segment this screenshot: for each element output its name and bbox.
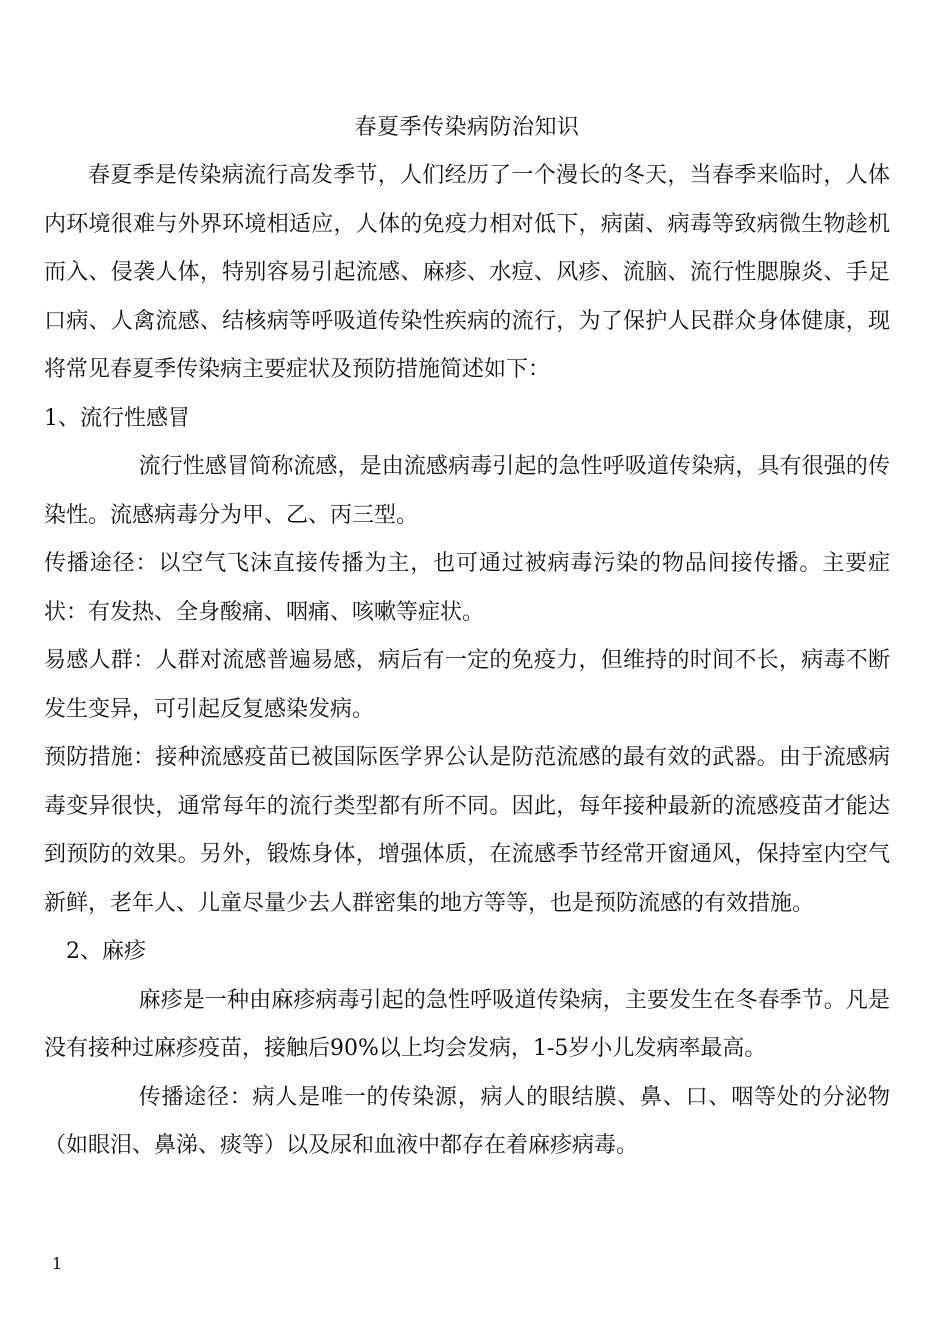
section-heading-influenza: 1、流行性感冒	[44, 405, 190, 431]
measles-definition: 麻疹是一种由麻疹病毒引起的急性呼吸道传染病，主要发生在冬春季节。凡是没有接种过麻疹疫苗，接触后90%以上均会发病，1-5岁小儿发病率最高。	[44, 987, 890, 1061]
influenza-definition: 流行性感冒简称流感，是由流感病毒引起的急性呼吸道传染病，具有很强的传染性。流感病毒分为甲、乙、丙三型。	[44, 454, 890, 528]
section-heading-measles: 2、麻疹	[66, 939, 146, 964]
page-number: 1	[52, 1254, 63, 1273]
influenza-susceptible: 易感人群：人群对流感普遍易感，病后有一定的免疫力，但维持的时间不长，病毒不断发生变异，可引起反复感染发病。	[44, 648, 890, 722]
measles-transmission: 传播途径：病人是唯一的传染源，病人的眼结膜、鼻、口、咽等处的分泌物（如眼泪、鼻涕、痰等）以及尿和血液中都存在着麻疹病毒。	[44, 1084, 890, 1158]
intro-paragraph: 春夏季是传染病流行高发季节，人们经历了一个漫长的冬天，当春季来临时，人体内环境很难与外界环境相适应，人体的免疫力相对低下，病菌、病毒等致病微生物趁机而入、侵袭人体，特别容易引起流感、麻疹、水痘、风疹、流脑、流行性腮腺炎、手足口病、人禽流感、结核病等呼吸道传染性疾病的流行，为了保护人民群众身体健康，现将常见春夏季传染病主要症状及预防措施简述如下：	[44, 163, 890, 382]
document-body	[44, 104, 890, 1171]
document-title: 春夏季传染病防治知识	[354, 115, 580, 140]
influenza-transmission: 传播途径：以空气飞沫直接传播为主，也可通过被病毒污染的物品间接传播。主要症状：有发热、全身酸痛、咽痛、咳嗽等症状。	[44, 551, 890, 625]
influenza-prevention: 预防措施：接种流感疫苗已被国际医学界公认是防范流感的最有效的武器。由于流感病毒变异很快，通常每年的流行类型都有所不同。因此，每年接种最新的流感疫苗才能达到预防的效果。另外，锻炼身体，增强体质，在流感季节经常开窗通风，保持室内空气新鲜，老年人、儿童尽量少去人群密集的地方等等，也是预防流感的有效措施。	[44, 745, 890, 916]
